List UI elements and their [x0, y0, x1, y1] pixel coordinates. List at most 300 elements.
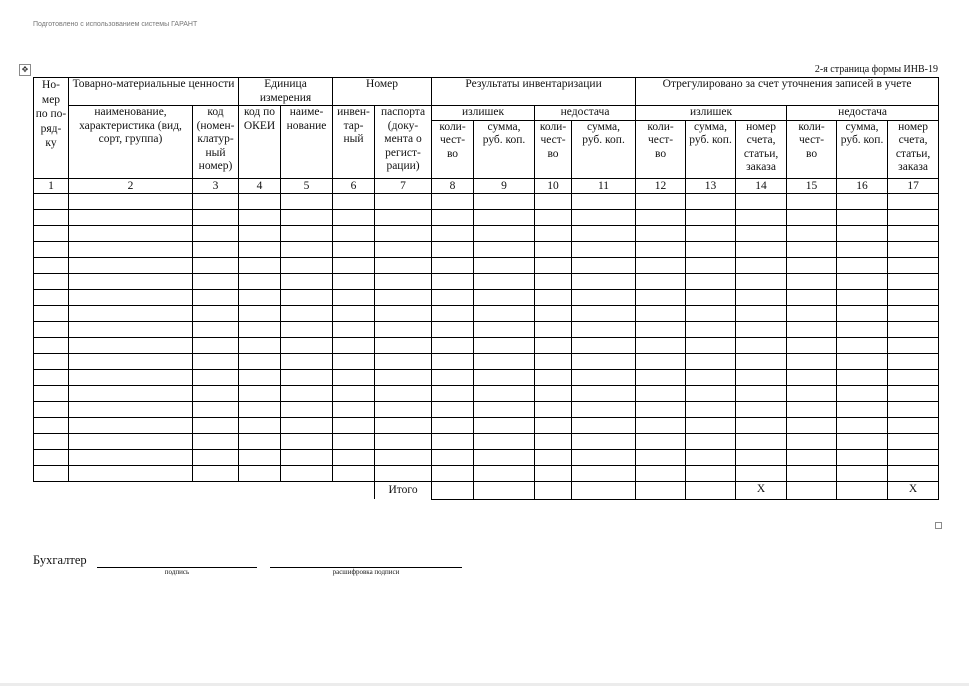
table-cell[interactable] — [686, 433, 736, 449]
table-cell[interactable] — [193, 257, 239, 273]
table-cell[interactable] — [239, 321, 281, 337]
table-cell[interactable] — [636, 289, 686, 305]
table-cell[interactable] — [375, 321, 432, 337]
table-cell[interactable] — [375, 353, 432, 369]
table-cell[interactable] — [432, 385, 474, 401]
table-cell[interactable] — [837, 305, 888, 321]
table-cell[interactable] — [686, 209, 736, 225]
table-cell[interactable] — [34, 369, 69, 385]
table-cell[interactable] — [787, 225, 837, 241]
table-cell[interactable] — [736, 225, 787, 241]
table-cell[interactable] — [837, 353, 888, 369]
table-cell[interactable] — [787, 385, 837, 401]
table-cell[interactable] — [736, 321, 787, 337]
table-cell[interactable] — [686, 321, 736, 337]
table-cell[interactable] — [432, 353, 474, 369]
table-cell[interactable] — [535, 257, 572, 273]
table-cell[interactable] — [572, 449, 636, 465]
table-cell[interactable] — [837, 321, 888, 337]
table-cell[interactable] — [474, 289, 535, 305]
table-cell[interactable] — [333, 337, 375, 353]
table-cell[interactable] — [34, 385, 69, 401]
table-cell[interactable] — [736, 369, 787, 385]
table-cell[interactable] — [281, 273, 333, 289]
table-cell[interactable] — [636, 273, 686, 289]
table-cell[interactable] — [34, 465, 69, 481]
table-cell[interactable] — [888, 385, 939, 401]
total-cell[interactable] — [686, 481, 736, 499]
table-cell[interactable] — [69, 433, 193, 449]
table-cell[interactable] — [432, 193, 474, 209]
table-cell[interactable] — [281, 353, 333, 369]
table-cell[interactable] — [432, 321, 474, 337]
total-cell[interactable] — [474, 481, 535, 499]
table-cell[interactable] — [34, 257, 69, 273]
table-cell[interactable] — [837, 209, 888, 225]
table-cell[interactable] — [281, 401, 333, 417]
total-cell[interactable] — [636, 481, 686, 499]
table-cell[interactable] — [474, 225, 535, 241]
table-cell[interactable] — [239, 305, 281, 321]
table-cell[interactable] — [474, 353, 535, 369]
table-cell[interactable] — [239, 449, 281, 465]
table-cell[interactable] — [636, 369, 686, 385]
table-cell[interactable] — [375, 385, 432, 401]
table-cell[interactable] — [636, 321, 686, 337]
table-cell[interactable] — [375, 209, 432, 225]
table-cell[interactable] — [736, 337, 787, 353]
table-cell[interactable] — [474, 209, 535, 225]
table-cell[interactable] — [333, 209, 375, 225]
total-cell[interactable] — [572, 481, 636, 499]
table-cell[interactable] — [69, 385, 193, 401]
table-cell[interactable] — [787, 449, 837, 465]
table-cell[interactable] — [239, 289, 281, 305]
table-cell[interactable] — [535, 465, 572, 481]
table-cell[interactable] — [281, 465, 333, 481]
table-cell[interactable] — [888, 241, 939, 257]
table-cell[interactable] — [636, 257, 686, 273]
table-cell[interactable] — [193, 417, 239, 433]
table-cell[interactable] — [474, 257, 535, 273]
table-cell[interactable] — [69, 449, 193, 465]
table-cell[interactable] — [193, 369, 239, 385]
table-cell[interactable] — [239, 225, 281, 241]
table-cell[interactable] — [636, 417, 686, 433]
table-cell[interactable] — [636, 337, 686, 353]
table-cell[interactable] — [888, 289, 939, 305]
table-cell[interactable] — [888, 353, 939, 369]
table-cell[interactable] — [736, 353, 787, 369]
table-cell[interactable] — [432, 401, 474, 417]
table-cell[interactable] — [535, 273, 572, 289]
table-cell[interactable] — [572, 209, 636, 225]
table-cell[interactable] — [888, 321, 939, 337]
table-cell[interactable] — [281, 225, 333, 241]
total-cell[interactable] — [432, 481, 474, 499]
table-cell[interactable] — [193, 241, 239, 257]
table-cell[interactable] — [837, 257, 888, 273]
table-cell[interactable] — [636, 225, 686, 241]
table-cell[interactable] — [474, 401, 535, 417]
table-cell[interactable] — [837, 337, 888, 353]
table-cell[interactable] — [333, 449, 375, 465]
table-cell[interactable] — [572, 401, 636, 417]
table-cell[interactable] — [636, 241, 686, 257]
table-cell[interactable] — [239, 241, 281, 257]
table-cell[interactable] — [193, 449, 239, 465]
table-cell[interactable] — [888, 433, 939, 449]
table-cell[interactable] — [239, 417, 281, 433]
table-cell[interactable] — [888, 209, 939, 225]
total-cell[interactable]: X — [888, 481, 939, 499]
table-cell[interactable] — [281, 449, 333, 465]
table-cell[interactable] — [432, 241, 474, 257]
table-cell[interactable] — [787, 337, 837, 353]
table-cell[interactable] — [736, 209, 787, 225]
table-cell[interactable] — [34, 337, 69, 353]
table-cell[interactable] — [888, 465, 939, 481]
table-cell[interactable] — [193, 321, 239, 337]
table-cell[interactable] — [535, 369, 572, 385]
table-cell[interactable] — [837, 449, 888, 465]
table-cell[interactable] — [333, 433, 375, 449]
table-cell[interactable] — [888, 273, 939, 289]
table-cell[interactable] — [535, 401, 572, 417]
table-cell[interactable] — [572, 273, 636, 289]
table-cell[interactable] — [636, 385, 686, 401]
table-cell[interactable] — [239, 257, 281, 273]
table-cell[interactable] — [375, 289, 432, 305]
table-cell[interactable] — [636, 433, 686, 449]
table-cell[interactable] — [736, 289, 787, 305]
table-cell[interactable] — [34, 305, 69, 321]
table-cell[interactable] — [432, 433, 474, 449]
table-cell[interactable] — [686, 401, 736, 417]
table-cell[interactable] — [572, 353, 636, 369]
table-cell[interactable] — [34, 417, 69, 433]
table-cell[interactable] — [333, 401, 375, 417]
table-cell[interactable] — [474, 241, 535, 257]
table-cell[interactable] — [34, 449, 69, 465]
table-cell[interactable] — [193, 353, 239, 369]
table-cell[interactable] — [193, 225, 239, 241]
table-cell[interactable] — [333, 385, 375, 401]
table-cell[interactable] — [787, 465, 837, 481]
table-cell[interactable] — [736, 193, 787, 209]
table-cell[interactable] — [69, 465, 193, 481]
total-cell[interactable]: X — [736, 481, 787, 499]
table-cell[interactable] — [572, 337, 636, 353]
table-cell[interactable] — [736, 417, 787, 433]
table-cell[interactable] — [572, 385, 636, 401]
table-cell[interactable] — [333, 305, 375, 321]
table-cell[interactable] — [474, 305, 535, 321]
table-cell[interactable] — [432, 257, 474, 273]
table-cell[interactable] — [281, 305, 333, 321]
table-cell[interactable] — [281, 337, 333, 353]
table-cell[interactable] — [281, 321, 333, 337]
table-cell[interactable] — [686, 417, 736, 433]
table-cell[interactable] — [787, 417, 837, 433]
table-cell[interactable] — [686, 289, 736, 305]
table-cell[interactable] — [333, 257, 375, 273]
table-cell[interactable] — [432, 305, 474, 321]
table-cell[interactable] — [333, 193, 375, 209]
table-cell[interactable] — [239, 337, 281, 353]
table-cell[interactable] — [474, 321, 535, 337]
table-cell[interactable] — [193, 465, 239, 481]
table-cell[interactable] — [239, 209, 281, 225]
table-cell[interactable] — [333, 241, 375, 257]
table-cell[interactable] — [333, 465, 375, 481]
table-cell[interactable] — [474, 273, 535, 289]
table-cell[interactable] — [474, 449, 535, 465]
table-cell[interactable] — [636, 193, 686, 209]
table-cell[interactable] — [69, 241, 193, 257]
table-cell[interactable] — [281, 209, 333, 225]
table-cell[interactable] — [474, 465, 535, 481]
table-cell[interactable] — [572, 321, 636, 337]
total-cell[interactable] — [787, 481, 837, 499]
table-cell[interactable] — [69, 369, 193, 385]
table-cell[interactable] — [535, 305, 572, 321]
table-cell[interactable] — [736, 465, 787, 481]
table-cell[interactable] — [686, 225, 736, 241]
table-cell[interactable] — [375, 193, 432, 209]
table-cell[interactable] — [888, 417, 939, 433]
table-cell[interactable] — [193, 401, 239, 417]
table-cell[interactable] — [787, 289, 837, 305]
table-cell[interactable] — [474, 433, 535, 449]
table-cell[interactable] — [572, 465, 636, 481]
table-cell[interactable] — [686, 353, 736, 369]
table-cell[interactable] — [474, 417, 535, 433]
table-cell[interactable] — [535, 353, 572, 369]
table-cell[interactable] — [333, 353, 375, 369]
table-cell[interactable] — [193, 385, 239, 401]
table-cell[interactable] — [34, 433, 69, 449]
total-cell[interactable] — [535, 481, 572, 499]
table-cell[interactable] — [837, 193, 888, 209]
table-cell[interactable] — [837, 417, 888, 433]
table-cell[interactable] — [281, 417, 333, 433]
table-cell[interactable] — [474, 385, 535, 401]
table-cell[interactable] — [193, 305, 239, 321]
table-cell[interactable] — [281, 385, 333, 401]
table-cell[interactable] — [239, 401, 281, 417]
table-cell[interactable] — [736, 449, 787, 465]
table-cell[interactable] — [535, 449, 572, 465]
table-cell[interactable] — [69, 273, 193, 289]
table-cell[interactable] — [837, 465, 888, 481]
table-cell[interactable] — [787, 273, 837, 289]
table-cell[interactable] — [281, 369, 333, 385]
table-cell[interactable] — [193, 193, 239, 209]
table-cell[interactable] — [686, 369, 736, 385]
table-cell[interactable] — [34, 273, 69, 289]
table-cell[interactable] — [375, 241, 432, 257]
table-cell[interactable] — [888, 337, 939, 353]
table-cell[interactable] — [69, 289, 193, 305]
table-cell[interactable] — [736, 305, 787, 321]
table-cell[interactable] — [686, 241, 736, 257]
table-cell[interactable] — [636, 401, 686, 417]
table-cell[interactable] — [333, 369, 375, 385]
table-resize-handle[interactable] — [935, 522, 942, 529]
table-cell[interactable] — [535, 385, 572, 401]
table-cell[interactable] — [888, 225, 939, 241]
table-cell[interactable] — [69, 417, 193, 433]
table-cell[interactable] — [837, 433, 888, 449]
table-cell[interactable] — [34, 289, 69, 305]
table-cell[interactable] — [636, 449, 686, 465]
table-cell[interactable] — [535, 289, 572, 305]
table-cell[interactable] — [375, 337, 432, 353]
table-cell[interactable] — [686, 257, 736, 273]
table-cell[interactable] — [69, 257, 193, 273]
table-cell[interactable] — [535, 209, 572, 225]
table-cell[interactable] — [69, 193, 193, 209]
table-cell[interactable] — [69, 337, 193, 353]
table-cell[interactable] — [281, 241, 333, 257]
table-cell[interactable] — [837, 289, 888, 305]
table-cell[interactable] — [34, 353, 69, 369]
table-cell[interactable] — [281, 257, 333, 273]
table-cell[interactable] — [375, 305, 432, 321]
table-cell[interactable] — [239, 353, 281, 369]
table-cell[interactable] — [69, 401, 193, 417]
table-cell[interactable] — [474, 193, 535, 209]
table-cell[interactable] — [736, 257, 787, 273]
table-cell[interactable] — [736, 241, 787, 257]
table-cell[interactable] — [281, 433, 333, 449]
table-cell[interactable] — [888, 449, 939, 465]
table-cell[interactable] — [686, 273, 736, 289]
table-cell[interactable] — [239, 369, 281, 385]
table-cell[interactable] — [432, 369, 474, 385]
table-cell[interactable] — [239, 465, 281, 481]
table-cell[interactable] — [686, 385, 736, 401]
table-cell[interactable] — [375, 417, 432, 433]
table-cell[interactable] — [375, 433, 432, 449]
table-cell[interactable] — [375, 401, 432, 417]
table-cell[interactable] — [888, 193, 939, 209]
table-cell[interactable] — [736, 385, 787, 401]
table-cell[interactable] — [686, 465, 736, 481]
table-cell[interactable] — [432, 289, 474, 305]
table-cell[interactable] — [837, 369, 888, 385]
table-cell[interactable] — [888, 305, 939, 321]
table-cell[interactable] — [686, 193, 736, 209]
table-cell[interactable] — [572, 257, 636, 273]
total-cell[interactable] — [837, 481, 888, 499]
table-cell[interactable] — [474, 369, 535, 385]
table-cell[interactable] — [572, 369, 636, 385]
table-cell[interactable] — [535, 417, 572, 433]
table-cell[interactable] — [333, 289, 375, 305]
table-cell[interactable] — [69, 225, 193, 241]
table-cell[interactable] — [837, 273, 888, 289]
table-cell[interactable] — [686, 449, 736, 465]
table-cell[interactable] — [888, 369, 939, 385]
table-cell[interactable] — [787, 401, 837, 417]
table-cell[interactable] — [375, 369, 432, 385]
table-cell[interactable] — [787, 321, 837, 337]
table-cell[interactable] — [787, 209, 837, 225]
table-cell[interactable] — [837, 225, 888, 241]
table-cell[interactable] — [888, 257, 939, 273]
table-cell[interactable] — [69, 353, 193, 369]
table-cell[interactable] — [535, 321, 572, 337]
table-cell[interactable] — [375, 257, 432, 273]
table-cell[interactable] — [837, 385, 888, 401]
table-cell[interactable] — [686, 337, 736, 353]
table-cell[interactable] — [281, 289, 333, 305]
table-cell[interactable] — [34, 321, 69, 337]
table-cell[interactable] — [572, 289, 636, 305]
table-cell[interactable] — [34, 225, 69, 241]
table-cell[interactable] — [281, 193, 333, 209]
table-cell[interactable] — [34, 209, 69, 225]
table-cell[interactable] — [193, 273, 239, 289]
table-cell[interactable] — [636, 209, 686, 225]
table-cell[interactable] — [239, 193, 281, 209]
table-cell[interactable] — [69, 209, 193, 225]
table-cell[interactable] — [572, 241, 636, 257]
table-cell[interactable] — [572, 433, 636, 449]
table-move-handle-icon[interactable]: ✥ — [19, 64, 31, 76]
table-cell[interactable] — [787, 257, 837, 273]
table-cell[interactable] — [375, 273, 432, 289]
table-cell[interactable] — [888, 401, 939, 417]
table-cell[interactable] — [375, 465, 432, 481]
table-cell[interactable] — [535, 433, 572, 449]
table-cell[interactable] — [535, 337, 572, 353]
table-cell[interactable] — [572, 193, 636, 209]
table-cell[interactable] — [69, 305, 193, 321]
table-cell[interactable] — [787, 241, 837, 257]
table-cell[interactable] — [787, 353, 837, 369]
table-cell[interactable] — [239, 273, 281, 289]
table-cell[interactable] — [432, 465, 474, 481]
table-cell[interactable] — [787, 369, 837, 385]
table-cell[interactable] — [686, 305, 736, 321]
table-cell[interactable] — [572, 417, 636, 433]
table-cell[interactable] — [636, 305, 686, 321]
table-cell[interactable] — [69, 321, 193, 337]
table-cell[interactable] — [572, 225, 636, 241]
table-cell[interactable] — [193, 289, 239, 305]
table-cell[interactable] — [239, 433, 281, 449]
table-cell[interactable] — [432, 449, 474, 465]
table-cell[interactable] — [736, 273, 787, 289]
table-cell[interactable] — [736, 433, 787, 449]
table-cell[interactable] — [333, 321, 375, 337]
table-cell[interactable] — [193, 337, 239, 353]
table-cell[interactable] — [736, 401, 787, 417]
table-cell[interactable] — [787, 305, 837, 321]
table-cell[interactable] — [787, 433, 837, 449]
table-cell[interactable] — [193, 209, 239, 225]
table-cell[interactable] — [535, 241, 572, 257]
table-cell[interactable] — [333, 273, 375, 289]
table-cell[interactable] — [193, 433, 239, 449]
table-cell[interactable] — [333, 225, 375, 241]
table-cell[interactable] — [572, 305, 636, 321]
table-cell[interactable] — [375, 225, 432, 241]
table-cell[interactable] — [636, 353, 686, 369]
